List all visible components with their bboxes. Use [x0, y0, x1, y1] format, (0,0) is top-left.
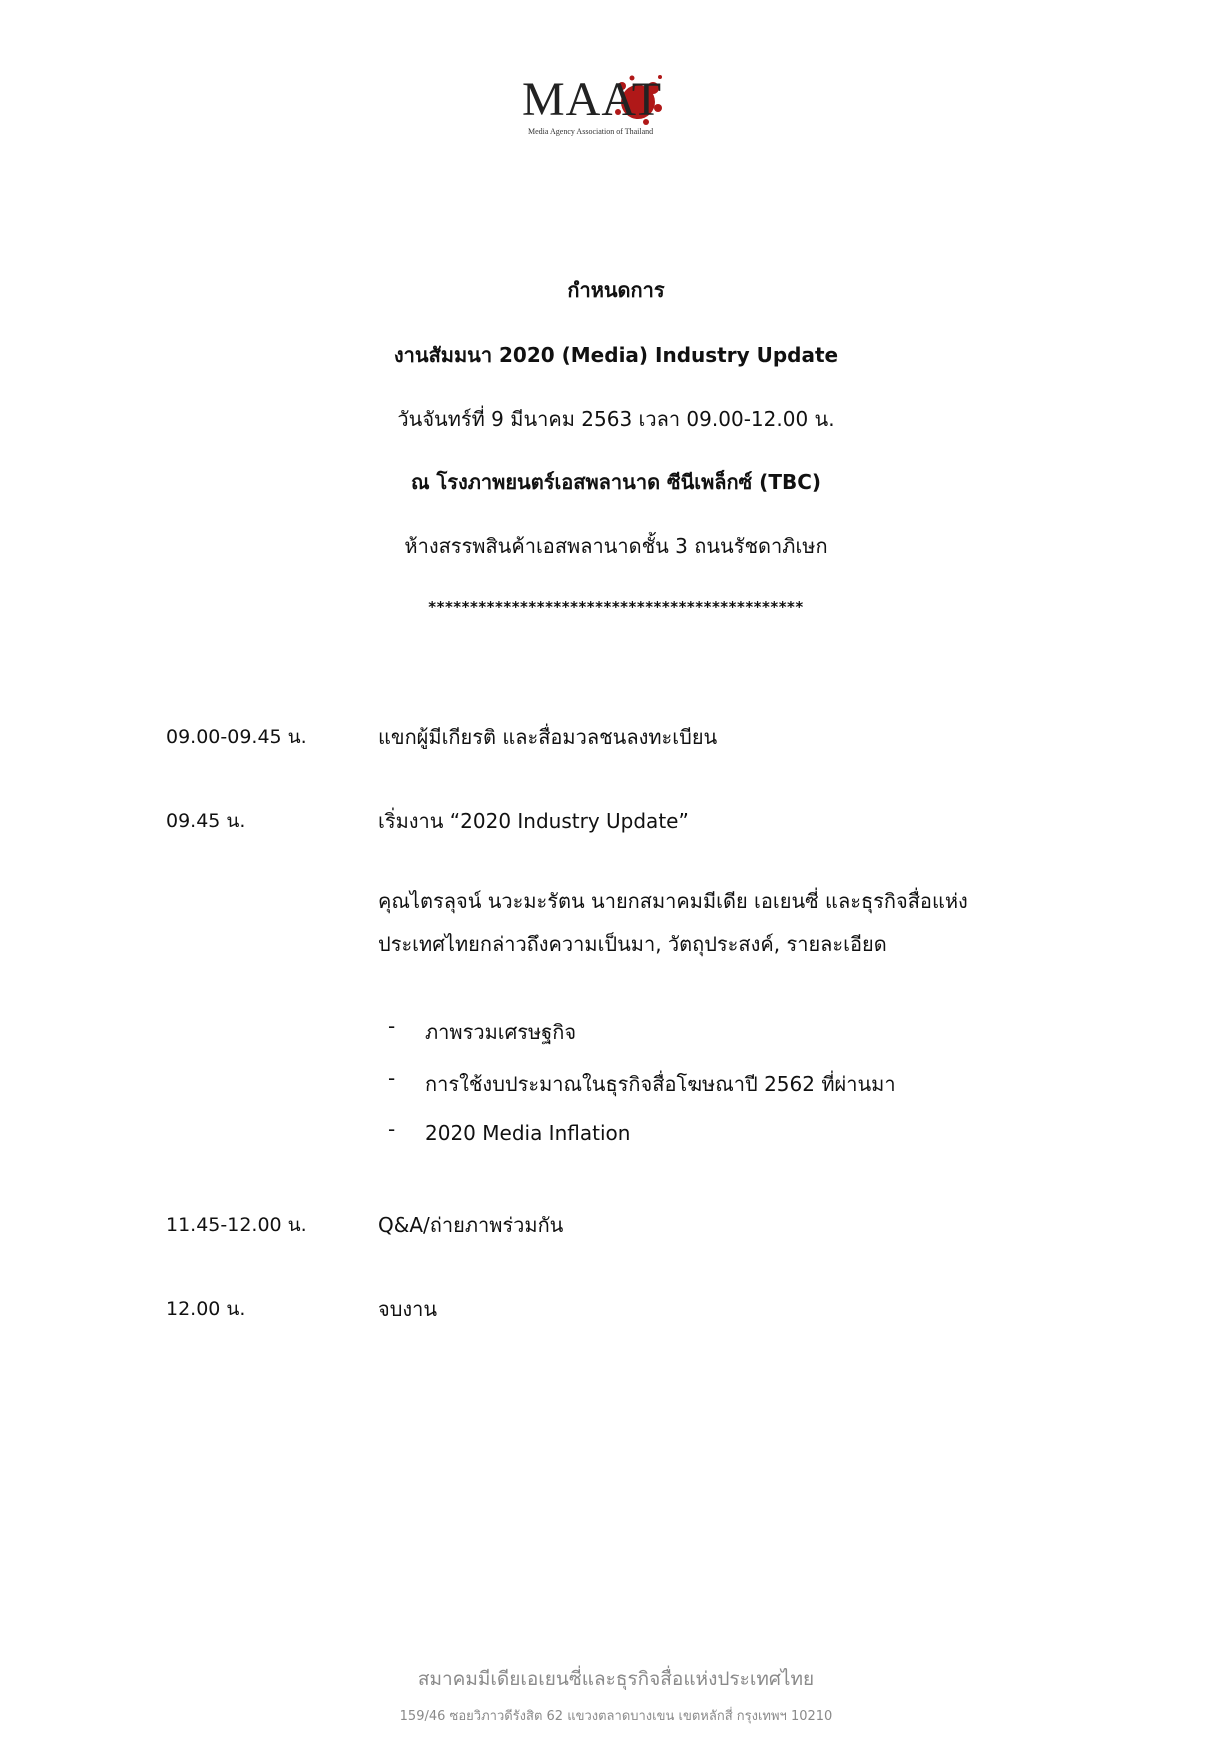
- event-name: งานสัมมนา 2020 (Media) Industry Update: [393, 343, 839, 367]
- topic-item: ภาพรวมเศรษฐกิจ: [425, 1020, 577, 1044]
- agenda-time: 09.45 น.: [166, 810, 246, 832]
- footer-address: 159/46 ซอยวิภาวดีรังสิต 62 แขวงตลาดบางเขน เขตหลักสี่ กรุงเทพฯ 10210: [399, 1709, 833, 1724]
- footer-org-name: สมาคมมีเดียเอเยนซี่และธุรกิจสื่อแห่งประเทศไทย: [417, 1668, 815, 1690]
- maat-logo: [522, 72, 702, 142]
- agenda-time: 09.00-09.45 น.: [166, 726, 307, 748]
- logo-subtitle: Media Agency Association of Thailand: [528, 127, 654, 136]
- event-date-time: วันจันทร์ที่ 9 มีนาคม 2563 เวลา 09.00-12.00 น.: [397, 407, 835, 431]
- bullet-marker: -: [388, 1014, 396, 1038]
- bullet-marker: -: [388, 1066, 396, 1090]
- agenda-item: Q&A/ถ่ายภาพร่วมกัน: [378, 1213, 564, 1237]
- agenda-time: 12.00 น.: [166, 1298, 246, 1320]
- event-venue: ณ โรงภาพยนตร์เอสพลานาด ซีนีเพล็กซ์ (TBC): [410, 470, 822, 494]
- speaker-line-1: คุณไตรลุจน์ นวะมะรัตน นายกสมาคมมีเดีย เอเยนซี่ และธุรกิจสื่อแห่ง: [378, 889, 968, 913]
- agenda-item: แขกผู้มีเกียรติ และสื่อมวลชนลงทะเบียน: [378, 725, 718, 749]
- bullet-marker: -: [388, 1117, 396, 1141]
- speaker-line-2: ประเทศไทยกล่าวถึงความเป็นมา, วัตถุประสงค์, รายละเอียด: [378, 932, 887, 956]
- agenda-item: จบงาน: [378, 1297, 438, 1321]
- topic-item: การใช้งบประมาณในธุรกิจสื่อโฆษณาปี 2562 ที่ผ่านมา: [425, 1072, 896, 1096]
- logo-wordmark: MAAT: [522, 73, 663, 126]
- agenda-item: เริ่มงาน “2020 Industry Update”: [378, 809, 689, 833]
- topic-item: 2020 Media Inflation: [425, 1121, 631, 1145]
- agenda-time: 11.45-12.00 น.: [166, 1214, 307, 1236]
- page-title: กำหนดการ: [567, 278, 665, 302]
- event-venue-detail: ห้างสรรพสินค้าเอสพลานาดชั้น 3 ถนนรัชดาภิเษก: [404, 534, 828, 558]
- separator-stars: *********************************************: [428, 598, 804, 616]
